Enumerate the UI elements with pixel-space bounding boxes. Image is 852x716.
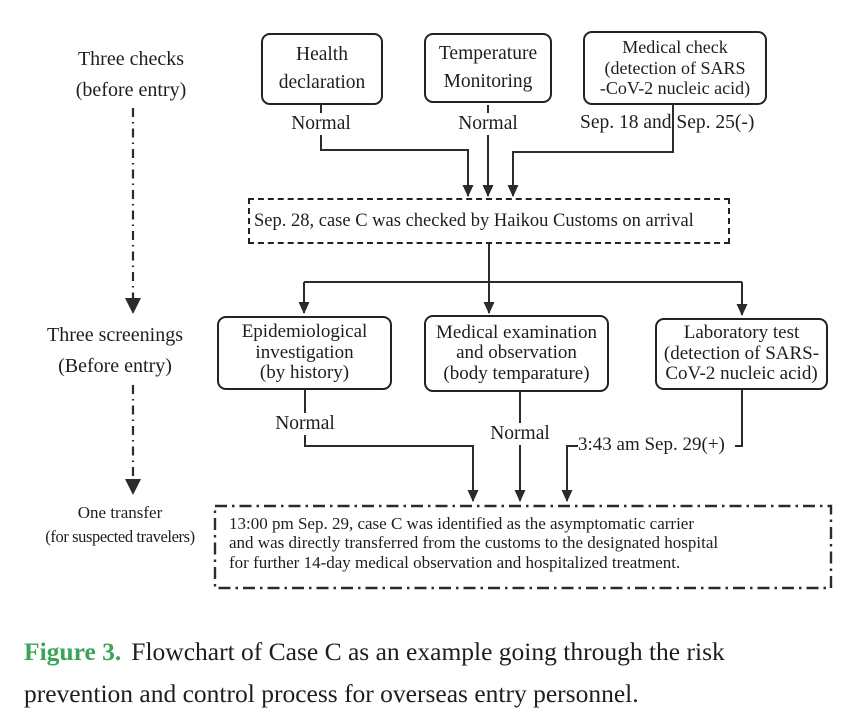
stage-three-screenings bbox=[47, 320, 183, 382]
box-epidemiological-investigation bbox=[217, 316, 392, 390]
box-medical-check bbox=[583, 31, 767, 105]
box-line: CoV-2 nucleic acid) bbox=[665, 363, 818, 385]
box-line: Laboratory test bbox=[683, 322, 800, 344]
figure-number-label: Figure 3. bbox=[24, 637, 122, 666]
result-health-normal: Normal bbox=[288, 113, 354, 135]
box-medical-examination bbox=[424, 315, 609, 392]
box-line: (detection of SARS bbox=[604, 57, 746, 78]
outcome-line: and was directly transferred from the customs to the designated hospital bbox=[229, 533, 719, 553]
stage-sublabel: (before entry) bbox=[75, 79, 187, 101]
box-line: Medical check bbox=[622, 37, 728, 58]
box-line: (detection of SARS- bbox=[663, 342, 820, 364]
figure-caption bbox=[24, 631, 844, 715]
stage-sublabel: (Before entry) bbox=[58, 355, 172, 377]
box-temperature-monitoring bbox=[424, 33, 552, 103]
result-laboratory-positive: 3:43 am Sep. 29(+) bbox=[578, 434, 725, 455]
box-line: -CoV-2 nucleic acid) bbox=[599, 78, 751, 99]
checkpoint-text: Sep. 28, case C was checked by Haikou Customs on arrival bbox=[254, 210, 694, 231]
box-line: and observation bbox=[456, 342, 577, 364]
stage-label: Three checks bbox=[77, 48, 185, 70]
outcome-line: 13:00 pm Sep. 29, case C was identified as the asymptomatic carrier bbox=[229, 514, 695, 533]
stage-one-transfer bbox=[45, 500, 194, 548]
edge-labresult-to-outcome bbox=[567, 446, 578, 501]
caption-text: Flowchart of Case C as an example going through the risk bbox=[131, 637, 725, 666]
box-line: Health bbox=[296, 44, 348, 65]
box-line: Epidemiological bbox=[241, 321, 368, 343]
edge-laboratory-down bbox=[735, 390, 742, 446]
box-line: Medical examination bbox=[436, 321, 597, 343]
result-temperature-normal: Normal bbox=[455, 113, 521, 135]
box-line: declaration bbox=[278, 72, 366, 93]
box-line: Temperature bbox=[438, 43, 538, 64]
stage-three-checks bbox=[76, 44, 187, 106]
caption-line-1 bbox=[24, 631, 844, 673]
box-line: (by history) bbox=[259, 362, 350, 384]
stage-sublabel: (for suspected travelers) bbox=[45, 527, 195, 546]
box-line: investigation bbox=[255, 341, 354, 363]
outcome-box-text bbox=[229, 514, 718, 572]
caption-line-2: prevention and control process for overseas entry personnel. bbox=[24, 679, 639, 708]
edge-epidemiological-to-outcome bbox=[305, 390, 473, 501]
rail-arrow-2-head bbox=[125, 479, 141, 495]
result-medical-exam-normal: Normal bbox=[487, 423, 553, 445]
box-customs-checkpoint bbox=[248, 198, 730, 244]
box-line: Monitoring bbox=[443, 71, 533, 92]
box-health-declaration bbox=[261, 33, 383, 105]
result-epidemiological-normal: Normal bbox=[272, 413, 338, 435]
box-line: (body temparature) bbox=[443, 362, 590, 384]
stage-label: One transfer bbox=[77, 503, 163, 522]
result-medical-check-dates: Sep. 18 and Sep. 25(-) bbox=[580, 112, 755, 133]
box-laboratory-test bbox=[655, 318, 828, 390]
stage-label: Three screenings bbox=[46, 324, 184, 346]
outcome-line: for further 14-day medical observation and hospitalized treatment. bbox=[229, 552, 681, 572]
rail-arrow-1-head bbox=[125, 298, 141, 314]
